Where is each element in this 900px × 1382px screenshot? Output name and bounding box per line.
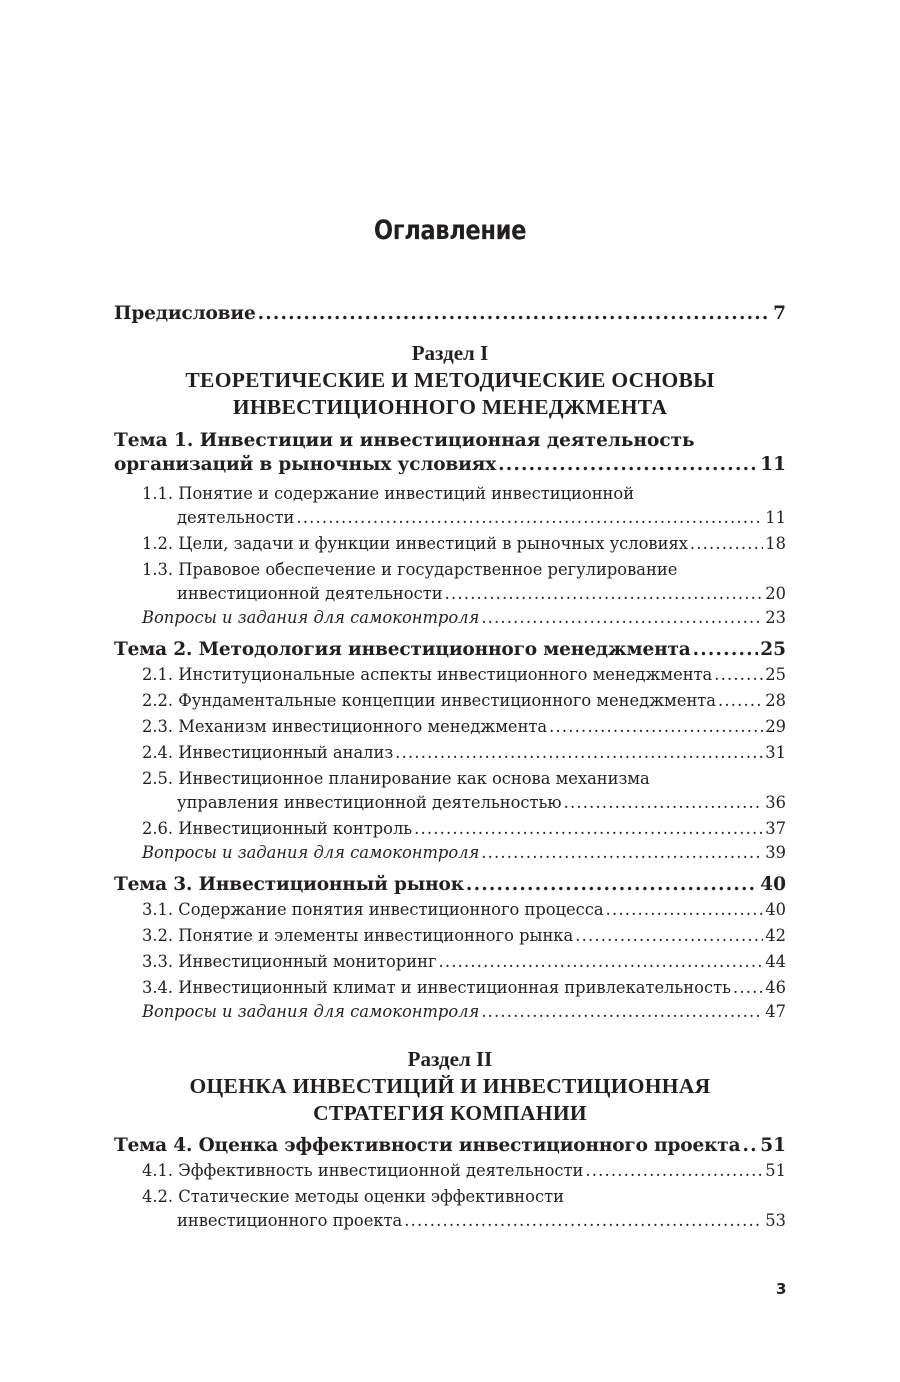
toc-item-label: инвестиционной деятельности xyxy=(177,584,443,603)
toc-item[interactable] xyxy=(114,924,786,948)
dot-leader xyxy=(414,817,763,841)
toc-item-line: 2.5. Инвестиционное планирование как основа механизма xyxy=(142,769,650,788)
toc-item-line: 4.2. Статические методы оценки эффективности xyxy=(142,1187,564,1206)
toc-item-label: деятельности xyxy=(177,508,295,527)
dot-leader xyxy=(466,873,758,897)
toc-topic-label: Тема 3. Инвестиционный рынок xyxy=(114,874,464,895)
toc-item-page: 29 xyxy=(765,717,786,736)
toc-item-label: управления инвестиционной деятельностью xyxy=(177,793,562,812)
toc-item[interactable] xyxy=(114,532,786,556)
toc-item-label: 3.3. Инвестиционный мониторинг xyxy=(142,952,437,971)
toc-topic-title-line: Тема 1. Инвестиции и инвестиционная деятельность xyxy=(114,430,695,451)
dot-leader xyxy=(445,582,764,606)
toc-item-page: 46 xyxy=(765,978,786,997)
section-title-line: ОЦЕНКА ИНВЕСТИЦИЙ И ИНВЕСТИЦИОННАЯ xyxy=(189,1074,711,1098)
toc-item-last-line xyxy=(114,791,786,815)
dot-leader xyxy=(606,898,764,922)
dot-leader xyxy=(258,302,772,326)
section-number: Раздел I xyxy=(411,341,489,365)
dot-leader xyxy=(404,1209,763,1233)
dot-leader xyxy=(690,532,763,556)
toc-item-page: 40 xyxy=(765,900,786,919)
toc-item-label: 2.3. Механизм инвестиционного менеджмента xyxy=(142,717,548,736)
toc-entry-preface[interactable] xyxy=(114,302,786,326)
toc-item[interactable] xyxy=(114,1185,786,1233)
section-title-line: ИНВЕСТИЦИОННОГО МЕНЕДЖМЕНТА xyxy=(232,395,668,419)
toc-topic-page: 11 xyxy=(760,454,786,475)
dot-leader xyxy=(296,506,763,530)
dot-leader xyxy=(498,453,758,477)
toc-item[interactable] xyxy=(114,898,786,922)
toc-item-label: Вопросы и задания для самоконтроля xyxy=(142,843,480,862)
section-number: Раздел II xyxy=(407,1047,493,1071)
toc-item-label: 1.2. Цели, задачи и функции инвестиций в рыночных условиях xyxy=(142,534,688,553)
dot-leader xyxy=(575,924,763,948)
toc-item-self-check[interactable] xyxy=(114,606,786,630)
toc-item-page: 11 xyxy=(765,508,786,527)
toc-item[interactable] xyxy=(114,689,786,713)
dot-leader xyxy=(585,1159,763,1183)
toc-item-page: 39 xyxy=(765,843,786,862)
toc-item-page: 44 xyxy=(765,952,786,971)
dot-leader xyxy=(549,715,763,739)
toc-item-line: 1.1. Понятие и содержание инвестиций инвестиционной xyxy=(142,484,635,503)
section-title-line: ТЕОРЕТИЧЕСКИЕ И МЕТОДИЧЕСКИЕ ОСНОВЫ xyxy=(185,368,715,392)
section-heading xyxy=(114,1046,786,1127)
toc-item-label: 2.2. Фундаментальные концепции инвестиционного менеджмента xyxy=(142,691,717,710)
dot-leader xyxy=(564,791,764,815)
toc-item-page: 20 xyxy=(765,584,786,603)
toc-item-label: 2.1. Институциональные аспекты инвестиционного менеджмента xyxy=(142,665,713,684)
toc-item[interactable] xyxy=(114,558,786,606)
toc-item-label: 2.6. Инвестиционный контроль xyxy=(142,819,413,838)
toc-item[interactable] xyxy=(114,950,786,974)
toc-item-page: 53 xyxy=(765,1211,786,1230)
toc-item-last-line xyxy=(114,506,786,530)
toc-item-label: инвестиционного проекта xyxy=(177,1211,403,1230)
toc-item-label: 3.2. Понятие и элементы инвестиционного рынка xyxy=(142,926,574,945)
section-title-line: СТРАТЕГИЯ КОМПАНИИ xyxy=(313,1101,587,1125)
toc-item[interactable] xyxy=(114,1159,786,1183)
toc-item-page: 42 xyxy=(765,926,786,945)
toc-topic-label: Тема 4. Оценка эффективности инвестиционного проекта xyxy=(114,1135,741,1156)
page-title: Оглавление xyxy=(373,215,527,246)
toc-topic-label: Тема 2. Методология инвестиционного менеджмента xyxy=(114,639,691,660)
toc-item-label: 2.4. Инвестиционный анализ xyxy=(142,743,394,762)
toc-item-page: 47 xyxy=(765,1002,786,1021)
dot-leader xyxy=(714,663,763,687)
toc-topic[interactable] xyxy=(114,873,786,897)
toc-item-page: 37 xyxy=(765,819,786,838)
toc-topic-page: 25 xyxy=(760,639,786,660)
toc-item-label: 3.4. Инвестиционный климат и инвестиционная привлекательность xyxy=(142,978,731,997)
toc-item-self-check[interactable] xyxy=(114,841,786,865)
dot-leader xyxy=(439,950,764,974)
toc-item[interactable] xyxy=(114,482,786,530)
toc-item-page: 31 xyxy=(765,743,786,762)
toc-topic[interactable] xyxy=(114,638,786,662)
toc-topic-page: 40 xyxy=(760,874,786,895)
dot-leader xyxy=(481,1000,763,1024)
dot-leader xyxy=(481,841,763,865)
table-of-contents xyxy=(114,302,786,1233)
toc-item-label: 4.1. Эффективность инвестиционной деятельности xyxy=(142,1161,584,1180)
toc-item-label: Вопросы и задания для самоконтроля xyxy=(142,608,480,627)
toc-item-page: 51 xyxy=(765,1161,786,1180)
toc-item[interactable] xyxy=(114,663,786,687)
dot-leader xyxy=(395,741,763,765)
toc-item-last-line xyxy=(114,1209,786,1233)
toc-item[interactable] xyxy=(114,715,786,739)
toc-item-page: 23 xyxy=(765,608,786,627)
toc-topic-title xyxy=(114,453,786,477)
toc-item-page: 28 xyxy=(765,691,786,710)
toc-topic-label: организаций в рыночных условиях xyxy=(114,454,497,475)
toc-item[interactable] xyxy=(114,767,786,815)
toc-item-label: Вопросы и задания для самоконтроля xyxy=(142,1002,480,1021)
toc-topic[interactable] xyxy=(114,429,786,477)
toc-entry-page: 7 xyxy=(773,303,786,324)
toc-item[interactable] xyxy=(114,817,786,841)
toc-item-label: 3.1. Содержание понятия инвестиционного процесса xyxy=(142,900,604,919)
page-number: 3 xyxy=(776,1280,787,1298)
dot-leader xyxy=(693,638,759,662)
toc-item-page: 25 xyxy=(765,665,786,684)
toc-item-page: 36 xyxy=(765,793,786,812)
toc-item-page: 18 xyxy=(765,534,786,553)
dot-leader xyxy=(733,976,763,1000)
toc-item-line: 1.3. Правовое обеспечение и государственное регулирование xyxy=(142,560,678,579)
toc-entry-label: Предисловие xyxy=(114,303,256,324)
toc-item-last-line xyxy=(114,582,786,606)
toc-topic[interactable] xyxy=(114,1134,786,1158)
dot-leader xyxy=(481,606,763,630)
dot-leader xyxy=(718,689,763,713)
section-heading xyxy=(114,340,786,421)
toc-item-self-check[interactable] xyxy=(114,1000,786,1024)
dot-leader xyxy=(742,1134,758,1158)
toc-item[interactable] xyxy=(114,741,786,765)
toc-item[interactable] xyxy=(114,976,786,1000)
toc-topic-page: 51 xyxy=(760,1135,786,1156)
